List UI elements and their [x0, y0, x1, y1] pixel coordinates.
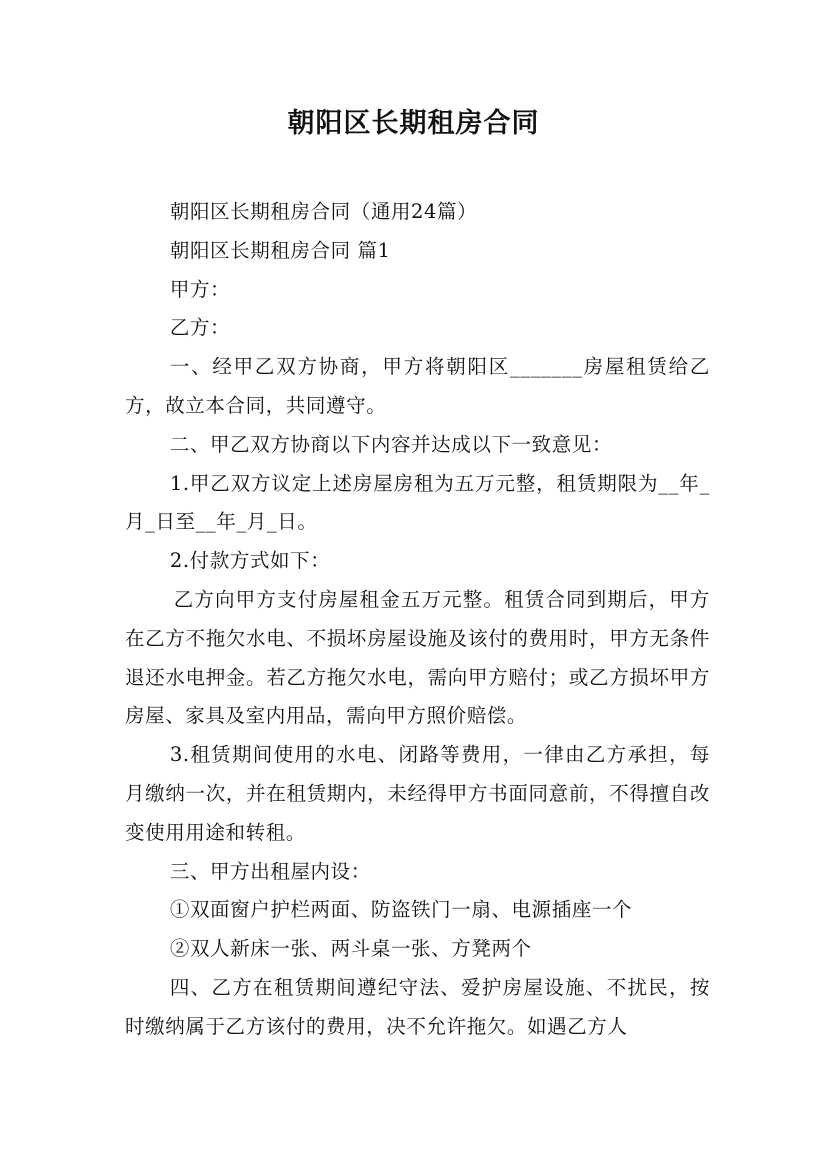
document-body	[125, 193, 710, 1047]
paragraph-furnishing-1: ①双面窗户护栏两面、防盗铁门一扇、电源插座一个	[169, 898, 633, 922]
paragraph-clause-3: 三、甲方出租屋内设：	[169, 859, 371, 883]
paragraph-clause-2-3: 3.租赁期间使用的水电、闭路等费用，一律由乙方承担，每月缴纳一次，并在租赁期内，未经得甲方书面同意前，不得擅自改变使用用途和转租。	[125, 743, 710, 844]
document-title: 朝阳区长期租房合同	[287, 108, 540, 139]
paragraph-section-heading: 朝阳区长期租房合同 篇1	[169, 238, 391, 262]
paragraph-payment-details: 乙方向甲方支付房屋租金五万元整。租赁合同到期后，甲方在乙方不拖欠水电、不损坏房屋设施及该付的费用时，甲方无条件退还水电押金。若乙方拖欠水电，需向甲方赔付；或乙方损坏甲方房屋、家具及室内用品，需向甲方照价赔偿。	[125, 587, 710, 728]
paragraph-clause-2-1: 1.甲乙双方议定上述房屋房租为五万元整，租赁期限为__年_月_日至__年_月_日。	[125, 471, 710, 534]
paragraph-clause-2: 二、甲乙双方协商以下内容并达成以下一致意见：	[169, 432, 613, 456]
paragraph-clause-1: 一、经甲乙双方协商，甲方将朝阳区_______房屋租赁给乙方，故立本合同，共同遵守。	[125, 355, 710, 417]
paragraph-party-a: 甲方：	[169, 277, 231, 301]
paragraph-clause-4: 四、乙方在租赁期间遵纪守法、爱护房屋设施、不扰民，按时缴纳属于乙方该付的费用，决不允许拖欠。如遇乙方人	[125, 975, 710, 1038]
paragraph-clause-2-2: 2.付款方式如下：	[169, 549, 331, 573]
paragraph-subtitle: 朝阳区长期租房合同（通用24篇）	[169, 200, 478, 223]
paragraph-furnishing-2: ②双人新床一张、两斗桌一张、方凳两个	[169, 937, 532, 961]
paragraph-party-b: 乙方：	[169, 316, 231, 340]
